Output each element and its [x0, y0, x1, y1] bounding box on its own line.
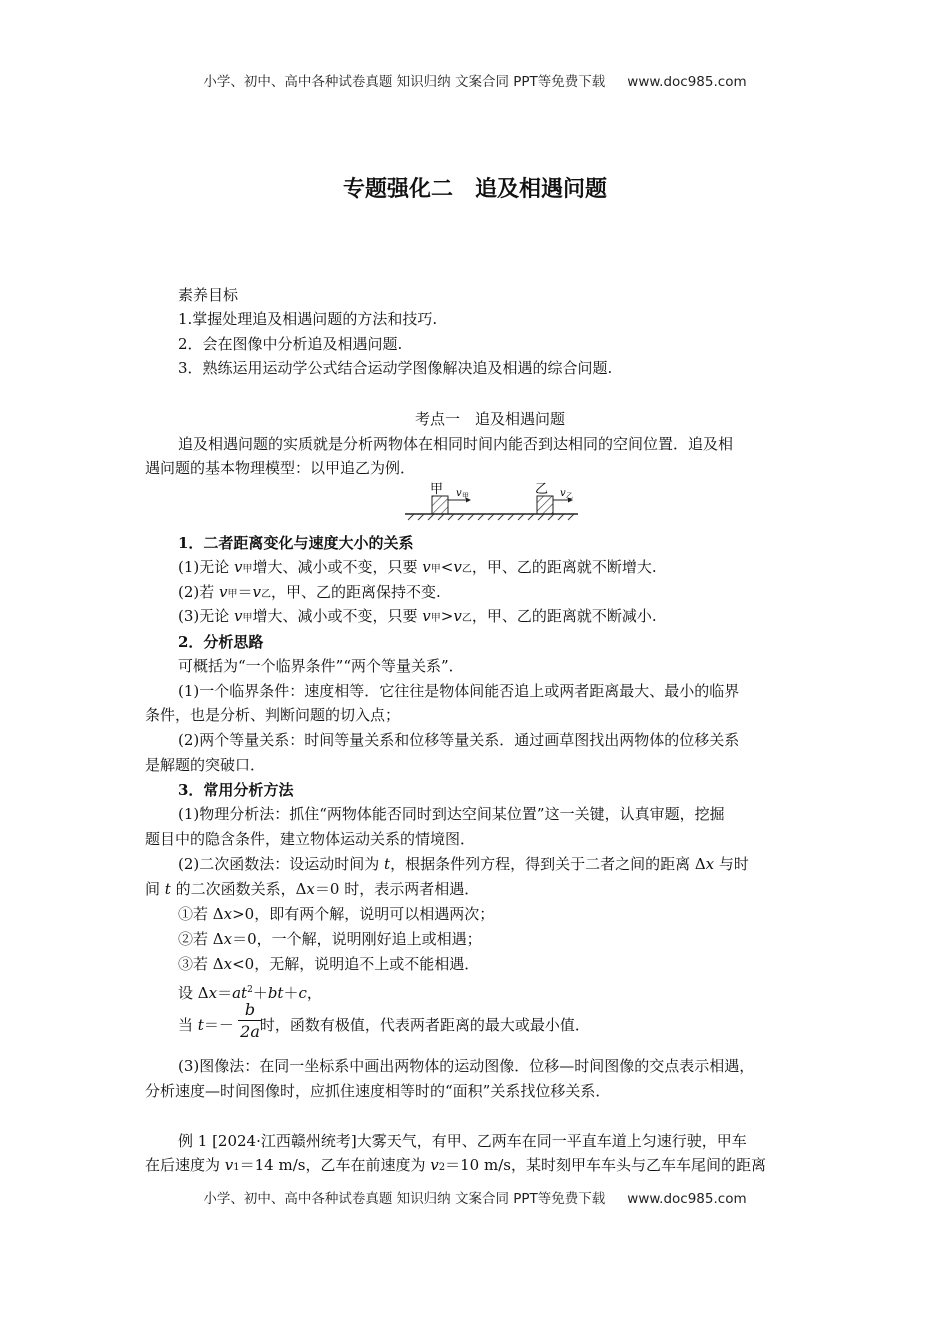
example-line: 在后速度为 v1＝14 m/s，乙车在前速度为 v2＝10 m/s，某时刻甲车车头与乙车车尾间的距离: [145, 1156, 766, 1174]
section-heading: 考点一 追及相遇问题: [414, 410, 565, 428]
goal-item: 3．熟练运用运动学公式结合运动学图像解决追及相遇的综合问题.: [178, 359, 613, 377]
text-line: (1)物理分析法：抓住“两物体能否同时到达空间某位置”这一关键，认真审题，挖掘: [178, 805, 725, 823]
text-line: 可概括为“一个临界条件”“两个等量关系”．: [178, 657, 464, 675]
fraction-bar: [238, 1020, 262, 1021]
label-yi: 乙: [535, 482, 549, 497]
text-line: (2)二次函数法：设运动时间为 t，根据条件列方程，得到关于二者之间的距离 Δx 与时: [178, 855, 749, 873]
header-text: 小学、初中、高中各种试卷真题 知识归纳 文案合同 PPT等免费下载: [203, 74, 606, 90]
footer-url[interactable]: www.doc985.com: [627, 1191, 747, 1207]
text-line: (2)若 v甲＝v乙，甲、乙的距离保持不变.: [178, 583, 441, 601]
fraction-denominator: 2a: [240, 1022, 260, 1041]
header-url[interactable]: www.doc985.com: [627, 74, 747, 90]
page-header: [0, 70, 950, 90]
goal-item: 1.掌握处理追及相遇问题的方法和技巧.: [178, 310, 438, 328]
intro-line: 遇问题的基本物理模型：以甲追乙为例．: [145, 459, 416, 477]
text-line: 间 t 的二次函数关系，Δx＝0 时，表示两者相遇．: [145, 880, 480, 898]
case-line: ②若 Δx＝0，一个解，说明刚好追上或相遇；: [178, 930, 482, 948]
velocity-label-b: v: [560, 488, 566, 499]
subsection-heading: 1．二者距离变化与速度大小的关系: [178, 534, 414, 552]
text-line: (1)一个临界条件：速度相等．它往往是物体间能否追上或两者距离最大、最小的临界: [178, 682, 740, 700]
example-line: 例 1 [2024·江西赣州统考]大雾天气，有甲、乙两车在同一平直车道上匀速行驶，甲车: [178, 1132, 747, 1150]
text-line: (2)两个等量关系：时间等量关系和位移等量关系．通过画草图找出两物体的位移关系: [178, 731, 740, 749]
block-a: [432, 496, 448, 514]
velocity-sub-a: 甲: [462, 492, 469, 500]
case-line: ①若 Δx>0，即有两个解，说明可以相遇两次；: [178, 905, 495, 923]
ground-hatching: [408, 514, 574, 520]
footer-text: 小学、初中、高中各种试卷真题 知识归纳 文案合同 PPT等免费下载: [203, 1191, 606, 1207]
text-line: 是解题的突破口．: [145, 756, 266, 774]
formula-line: 设 $\Delta x=at^2+bt+c$，: [178, 984, 322, 1002]
block-b: [537, 496, 553, 514]
text-line: (3)图像法：在同一坐标系中画出两物体的运动图像．位移—时间图像的交点表示相遇，: [178, 1057, 755, 1075]
fraction: [238, 1000, 262, 1041]
label-jia: 甲: [430, 482, 444, 497]
intro-line: 追及相遇问题的实质就是分析两物体在相同时间内能否到达相同的空间位置．追及相: [178, 435, 734, 453]
text-line: 题目中的隐含条件，建立物体运动关系的情境图．: [145, 830, 476, 848]
formula-line: 当 t＝－ 时，函数有极值，代表两者距离的最大或最小值．: [178, 1016, 590, 1034]
subsection-heading: 3．常用分析方法: [178, 781, 294, 799]
chase-diagram: [400, 478, 585, 524]
text-line: (3)无论 v甲增大、减小或不变，只要 v甲>v乙，甲、乙的距离就不断减小.: [178, 607, 657, 625]
text-line: (1)无论 v甲增大、减小或不变，只要 v甲<v乙，甲、乙的距离就不断增大.: [178, 558, 657, 576]
goals-heading: 素养目标: [178, 286, 239, 304]
fraction-numerator: b: [244, 1000, 256, 1019]
text-line: 分析速度—时间图像时，应抓住速度相等时的“面积”关系找位移关系．: [145, 1082, 611, 1100]
text-line: 条件，也是分析、判断问题的切入点；: [145, 706, 401, 724]
goal-item: 2．会在图像中分析追及相遇问题.: [178, 335, 403, 353]
velocity-sub-b: 乙: [566, 492, 573, 500]
page-footer: [0, 1187, 950, 1207]
case-line: ③若 Δx<0，无解，说明追不上或不能相遇．: [178, 955, 480, 973]
velocity-label-a: v: [456, 488, 462, 499]
subsection-heading: 2．分析思路: [178, 633, 264, 651]
page-title: 专题强化二 追及相遇问题: [342, 177, 607, 202]
